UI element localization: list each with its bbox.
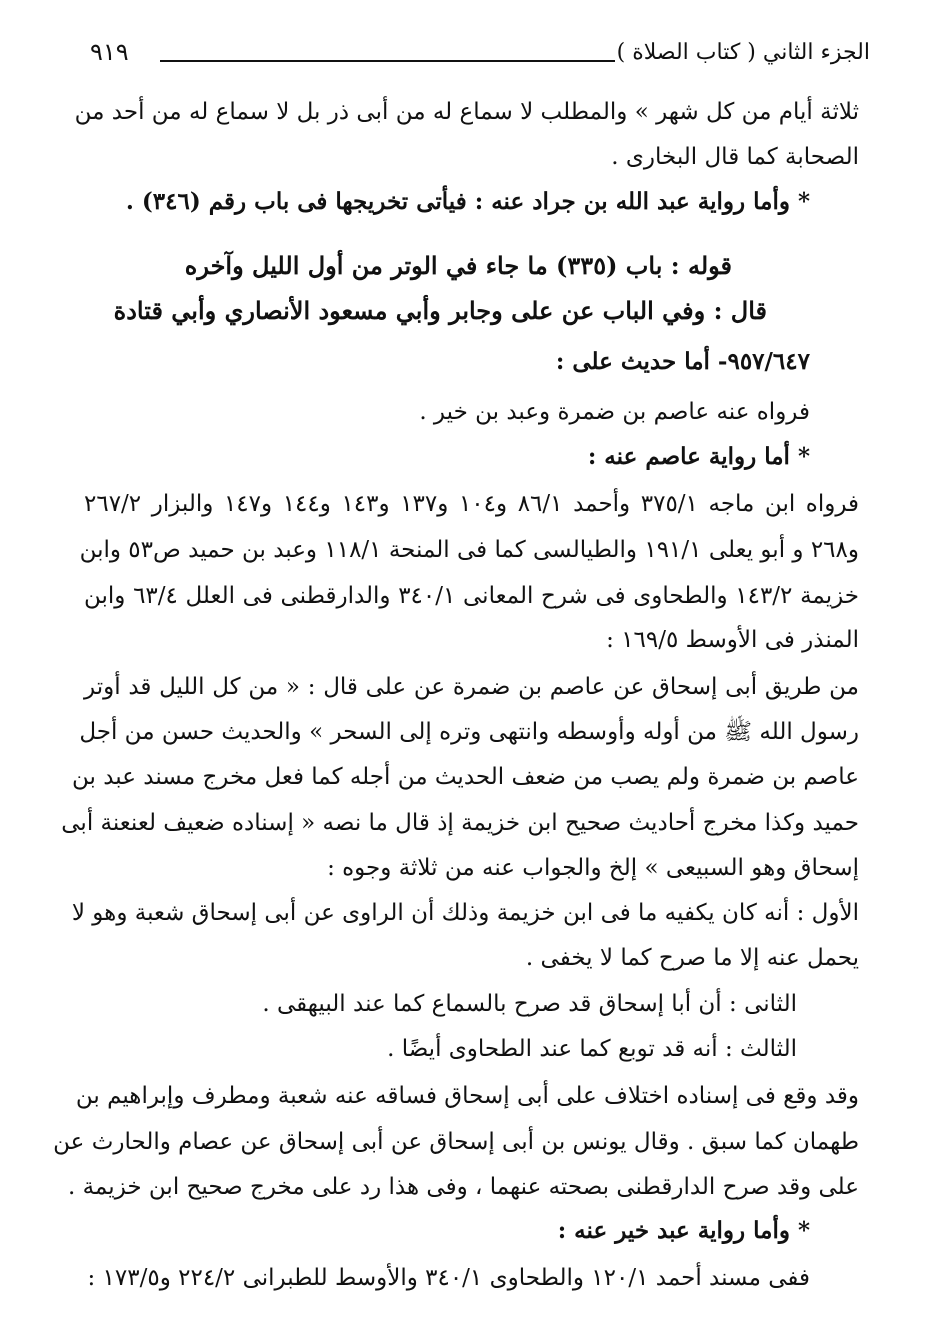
chapter-heading: قوله : باب (٣٣٥) ما جاء في الوتر من أول الليل وآخره [184, 251, 732, 280]
text-line: فرواه عنه عاصم بن ضمرة وعبد بن خير . [419, 399, 810, 425]
text-line: الأول : أنه كان يكفيه ما فى ابن خزيمة وذلك أن الراوى عن أبى إسحاق شعبة وهو لا [71, 900, 859, 926]
text-line: يحمل عنه إلا ما صرح كما لا يخفى . [525, 945, 859, 971]
section-note: * وأما رواية عبد الله بن جراد عنه : فيأتى تخريجها فى باب رقم (٣٤٦) . [125, 188, 810, 215]
text-line: المنذر فى الأوسط ١٦٩/٥ : [606, 627, 859, 653]
page-header [90, 38, 870, 78]
text-line: ففى مسند أحمد ١٢٠/١ والطحاوى ٣٤٠/١ والأوسط للطبرانى ٢٢٤/٢ و١٧٣/٥ : [87, 1265, 810, 1291]
running-title: الجزء الثاني ( كتاب الصلاة ) [616, 40, 870, 65]
text-line: رسول الله ﷺ من أوله وأوسطه وانتهى وتره إلى السحر » والحديث حسن من أجل [79, 719, 859, 745]
text-line: طهمان كما سبق . وقال يونس بن أبى إسحاق عن أبى إسحاق عن عصام والحارث عن [53, 1129, 859, 1155]
text-line: الصحابة كما قال البخارى . [611, 144, 859, 170]
chapter-subheading: قال : وفي الباب عن على وجابر وأبي مسعود الأنصاري وأبي قتادة [113, 296, 767, 325]
text-line: وقد وقع فى إسناده اختلاف على أبى إسحاق فساقه عنه شعبة ومطرف وإبراهيم بن [75, 1083, 859, 1109]
text-line: فرواه ابن ماجه ٣٧٥/١ وأحمد ٨٦/١ و١٠٤ و١٣٧ و١٤٣ و١٤٤ و١٤٧ والبزار ٢٦٧/٢ [84, 491, 860, 517]
text-line: ثلاثة أيام من كل شهر » والمطلب لا سماع له من أبى ذر بل لا سماع له من أحد من [74, 99, 859, 125]
text-line: خزيمة ١٤٣/٢ والطحاوى فى شرح المعانى ٣٤٠/١ والدارقطنى فى العلل ٦٣/٤ وابن [84, 583, 860, 609]
hadith-number-heading: ٩٥٧/٦٤٧- أما حديث على : [555, 348, 810, 375]
section-heading: * وأما رواية عبد خير عنه : [557, 1217, 810, 1244]
text-line: الثانى : أن أبا إسحاق قد صرح بالسماع كما عند البيهقى . [262, 991, 797, 1017]
text-line: الثالث : أنه قد توبع كما عند الطحاوى أيضًا . [387, 1036, 797, 1062]
section-heading: * أما رواية عاصم عنه : [587, 443, 810, 470]
text-line: من طريق أبى إسحاق عن عاصم بن ضمرة عن على قال : « من كل الليل قد أوتر [84, 674, 859, 700]
text-line: على وقد صرح الدارقطنى بصحته عنهما ، وفى هذا رد على مخرج صحيح ابن خزيمة . [68, 1174, 859, 1200]
text-line: إسحاق وهو السبيعى » إلخ والجواب عنه من ثلاثة وجوه : [327, 855, 859, 881]
text-line: حميد وكذا مخرج أحاديث صحيح ابن خزيمة إذ قال ما نصه « إسناده ضعيف لعنعنة أبى [61, 810, 859, 836]
header-rule [160, 60, 615, 62]
text-line: عاصم بن ضمرة ولم يصب من ضعف الحديث من أجله كما فعل مخرج مسند عبد بن [72, 764, 859, 790]
page-number: ٩١٩ [90, 38, 129, 66]
text-line: و٢٦٨ و أبو يعلى ١٩١/١ والطيالسى كما فى المنحة ١١٨/١ وعبد بن حميد ص٥٣ وابن [79, 537, 859, 563]
